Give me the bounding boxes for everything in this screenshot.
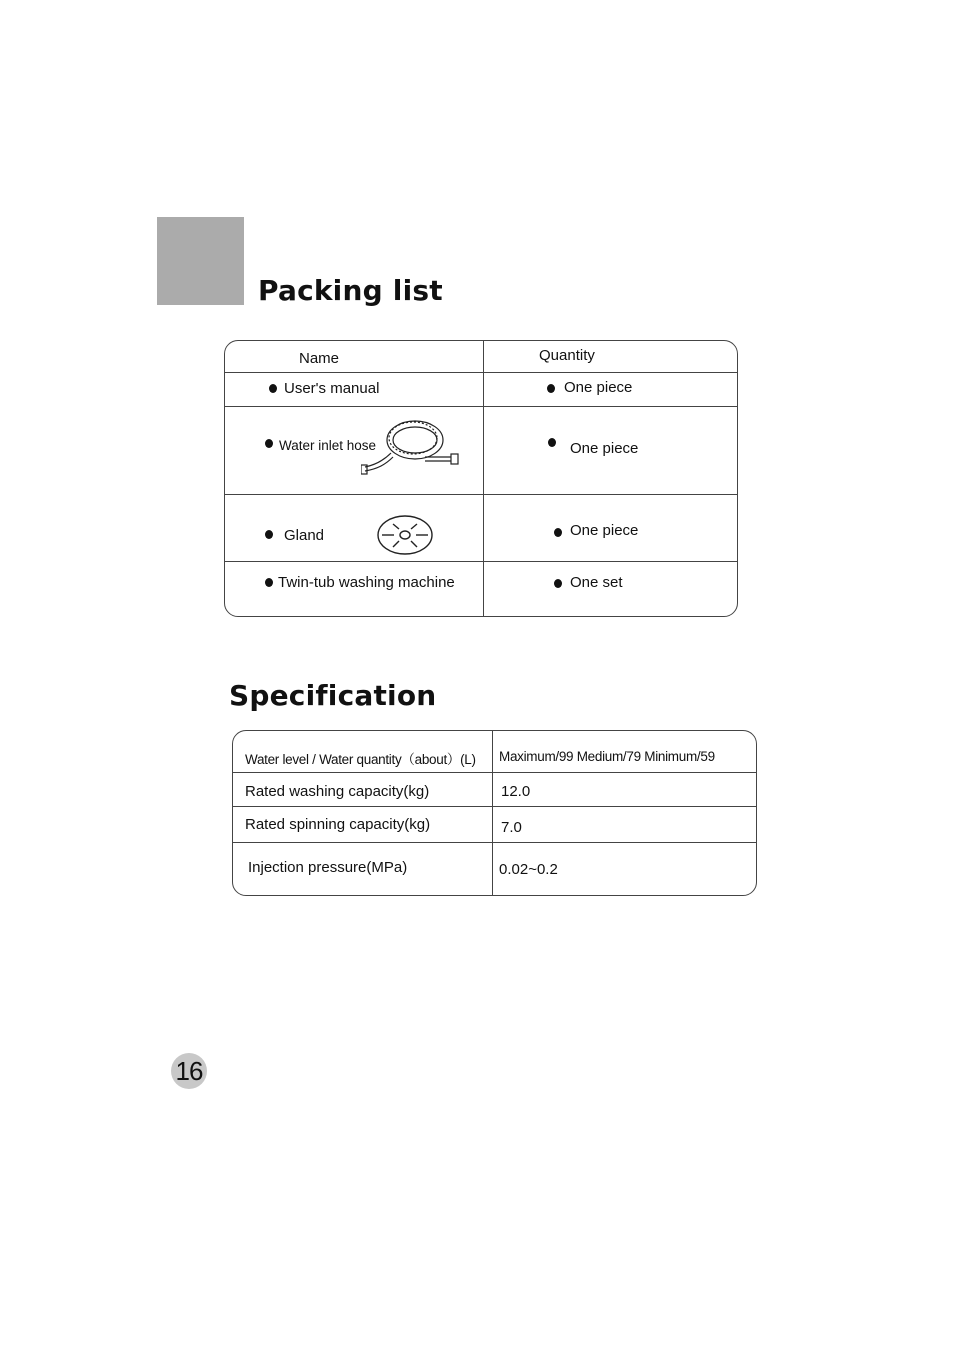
header-quantity: Quantity bbox=[539, 347, 595, 364]
section-marker-block bbox=[157, 217, 244, 305]
item-quantity: One set bbox=[570, 574, 623, 591]
specification-title: Specification bbox=[229, 679, 437, 712]
column-divider bbox=[492, 731, 493, 896]
item-quantity: One piece bbox=[570, 522, 639, 539]
row-divider bbox=[233, 772, 756, 773]
header-name: Name bbox=[299, 350, 340, 367]
spec-label: Rated washing capacity(kg) bbox=[245, 783, 430, 800]
spec-label: Water level / Water quantity（about）(L) bbox=[245, 752, 476, 767]
bullet-icon bbox=[548, 438, 556, 447]
spec-label: Injection pressure(MPa) bbox=[248, 859, 408, 876]
spec-value: Maximum/99 Medium/79 Minimum/59 bbox=[499, 749, 715, 764]
item-quantity: One piece bbox=[570, 440, 639, 457]
row-divider bbox=[233, 806, 756, 807]
gland-icon bbox=[375, 513, 435, 557]
spec-value: 7.0 bbox=[501, 819, 522, 836]
packing-list-table bbox=[224, 340, 738, 617]
row-divider bbox=[225, 494, 737, 495]
spec-label: Rated spinning capacity(kg) bbox=[245, 816, 431, 833]
bullet-icon bbox=[265, 530, 273, 539]
bullet-icon bbox=[265, 439, 273, 448]
row-divider bbox=[225, 406, 737, 407]
bullet-icon bbox=[265, 578, 273, 587]
item-name: Water inlet hose bbox=[279, 438, 377, 453]
row-divider bbox=[233, 842, 756, 843]
bullet-icon bbox=[554, 528, 562, 537]
specification-table bbox=[232, 730, 757, 896]
item-quantity: One piece bbox=[564, 379, 633, 396]
hose-icon bbox=[361, 413, 461, 477]
row-divider bbox=[225, 372, 737, 373]
row-divider bbox=[225, 561, 737, 562]
bullet-icon bbox=[554, 579, 562, 588]
item-name: User's manual bbox=[284, 380, 380, 397]
bullet-icon bbox=[269, 384, 277, 393]
bullet-icon bbox=[547, 384, 555, 393]
spec-value: 0.02~0.2 bbox=[499, 861, 558, 878]
item-name: Twin-tub washing machine bbox=[278, 574, 455, 591]
page-number: 16 bbox=[171, 1053, 207, 1089]
column-divider bbox=[483, 341, 484, 617]
packing-list-title: Packing list bbox=[258, 274, 443, 307]
item-name: Gland bbox=[284, 527, 325, 544]
spec-value: 12.0 bbox=[501, 783, 531, 800]
